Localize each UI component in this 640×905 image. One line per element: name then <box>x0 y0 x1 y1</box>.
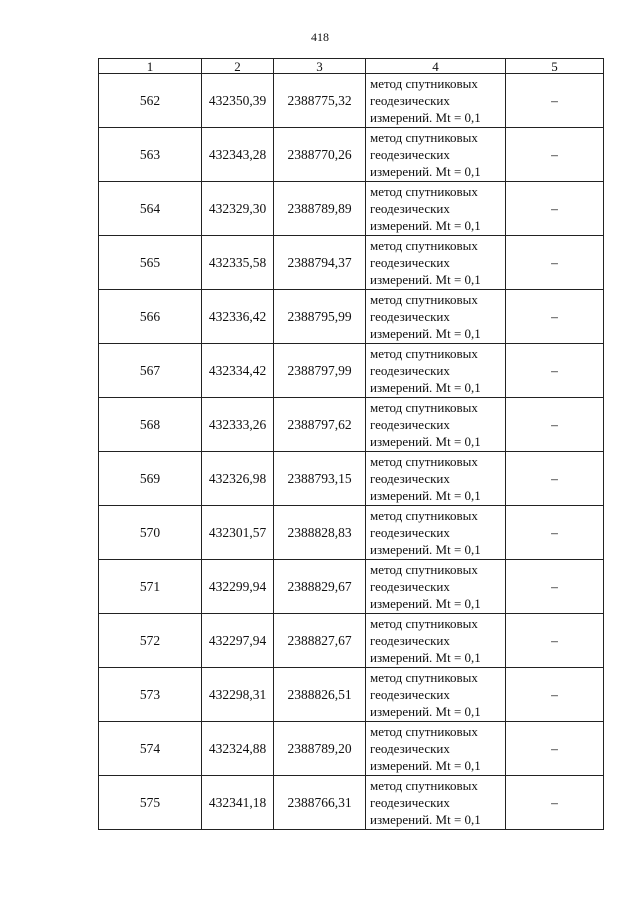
method-text-line: измерений. Mt = 0,1 <box>370 110 481 125</box>
header-row <box>99 59 604 74</box>
header-col-2: 2 <box>202 59 274 74</box>
point-number-cell: 573 <box>99 668 202 722</box>
method-text-line: измерений. Mt = 0,1 <box>370 164 481 179</box>
method-text-line: метод спутниковых <box>370 400 478 415</box>
y-coordinate-cell: 2388793,15 <box>274 452 366 506</box>
header-col-3: 3 <box>274 59 366 74</box>
note-cell: – <box>506 182 604 236</box>
method-cell <box>366 776 506 830</box>
table-row <box>99 74 604 128</box>
table-row <box>99 452 604 506</box>
point-number-cell: 572 <box>99 614 202 668</box>
note-cell: – <box>506 614 604 668</box>
method-text-line: геодезических <box>370 147 450 162</box>
table-header <box>99 59 604 74</box>
page-number: 418 <box>311 30 329 44</box>
method-text-line: геодезических <box>370 417 450 432</box>
method-cell <box>366 398 506 452</box>
method-text-line: измерений. Mt = 0,1 <box>370 272 481 287</box>
method-text-line: геодезических <box>370 741 450 756</box>
y-coordinate-cell: 2388827,67 <box>274 614 366 668</box>
y-coordinate-cell: 2388789,20 <box>274 722 366 776</box>
method-text-line: геодезических <box>370 633 450 648</box>
method-cell <box>366 668 506 722</box>
note-cell: – <box>506 560 604 614</box>
point-number-cell: 569 <box>99 452 202 506</box>
y-coordinate-cell: 2388826,51 <box>274 668 366 722</box>
method-text-line: геодезических <box>370 579 450 594</box>
table-row <box>99 722 604 776</box>
y-coordinate-cell: 2388797,62 <box>274 398 366 452</box>
method-cell <box>366 452 506 506</box>
note-cell: – <box>506 236 604 290</box>
method-text-line: измерений. Mt = 0,1 <box>370 542 481 557</box>
method-text-line: геодезических <box>370 201 450 216</box>
table-body <box>99 74 604 830</box>
method-text-line: метод спутниковых <box>370 346 478 361</box>
point-number-cell: 567 <box>99 344 202 398</box>
table-row <box>99 344 604 398</box>
x-coordinate-cell: 432350,39 <box>202 74 274 128</box>
method-text-line: измерений. Mt = 0,1 <box>370 758 481 773</box>
point-number-cell: 564 <box>99 182 202 236</box>
method-text-line: метод спутниковых <box>370 616 478 631</box>
table-row <box>99 506 604 560</box>
method-cell <box>366 128 506 182</box>
method-text-line: измерений. Mt = 0,1 <box>370 380 481 395</box>
table-row <box>99 614 604 668</box>
method-text-line: геодезических <box>370 471 450 486</box>
header-col-5: 5 <box>506 59 604 74</box>
point-number-cell: 570 <box>99 506 202 560</box>
table-row <box>99 128 604 182</box>
method-text-line: измерений. Mt = 0,1 <box>370 488 481 503</box>
point-number-cell: 571 <box>99 560 202 614</box>
table-row <box>99 776 604 830</box>
note-cell: – <box>506 344 604 398</box>
coordinates-table <box>98 58 604 830</box>
y-coordinate-cell: 2388789,89 <box>274 182 366 236</box>
y-coordinate-cell: 2388797,99 <box>274 344 366 398</box>
table-row <box>99 290 604 344</box>
x-coordinate-cell: 432335,58 <box>202 236 274 290</box>
method-cell <box>366 182 506 236</box>
method-text-line: метод спутниковых <box>370 76 478 91</box>
table-row <box>99 560 604 614</box>
method-text-line: метод спутниковых <box>370 508 478 523</box>
x-coordinate-cell: 432336,42 <box>202 290 274 344</box>
method-text-line: измерений. Mt = 0,1 <box>370 704 481 719</box>
x-coordinate-cell: 432298,31 <box>202 668 274 722</box>
method-text-line: метод спутниковых <box>370 778 478 793</box>
method-text-line: геодезических <box>370 363 450 378</box>
method-text-line: измерений. Mt = 0,1 <box>370 326 481 341</box>
x-coordinate-cell: 432297,94 <box>202 614 274 668</box>
x-coordinate-cell: 432326,98 <box>202 452 274 506</box>
method-text-line: геодезических <box>370 93 450 108</box>
point-number-cell: 568 <box>99 398 202 452</box>
header-col-4: 4 <box>366 59 506 74</box>
method-text-line: геодезических <box>370 255 450 270</box>
x-coordinate-cell: 432343,28 <box>202 128 274 182</box>
method-cell <box>366 506 506 560</box>
note-cell: – <box>506 74 604 128</box>
table-row <box>99 668 604 722</box>
x-coordinate-cell: 432333,26 <box>202 398 274 452</box>
method-text-line: геодезических <box>370 687 450 702</box>
y-coordinate-cell: 2388795,99 <box>274 290 366 344</box>
note-cell: – <box>506 452 604 506</box>
y-coordinate-cell: 2388766,31 <box>274 776 366 830</box>
point-number-cell: 565 <box>99 236 202 290</box>
point-number-cell: 566 <box>99 290 202 344</box>
method-text-line: измерений. Mt = 0,1 <box>370 650 481 665</box>
method-text-line: геодезических <box>370 795 450 810</box>
method-text-line: геодезических <box>370 525 450 540</box>
y-coordinate-cell: 2388775,32 <box>274 74 366 128</box>
x-coordinate-cell: 432299,94 <box>202 560 274 614</box>
table-row <box>99 182 604 236</box>
y-coordinate-cell: 2388829,67 <box>274 560 366 614</box>
method-text-line: метод спутниковых <box>370 724 478 739</box>
header-col-1: 1 <box>99 59 202 74</box>
note-cell: – <box>506 290 604 344</box>
x-coordinate-cell: 432334,42 <box>202 344 274 398</box>
method-text-line: метод спутниковых <box>370 130 478 145</box>
method-text-line: измерений. Mt = 0,1 <box>370 812 481 827</box>
y-coordinate-cell: 2388770,26 <box>274 128 366 182</box>
point-number-cell: 574 <box>99 722 202 776</box>
method-cell <box>366 236 506 290</box>
x-coordinate-cell: 432301,57 <box>202 506 274 560</box>
y-coordinate-cell: 2388828,83 <box>274 506 366 560</box>
note-cell: – <box>506 776 604 830</box>
method-cell <box>366 614 506 668</box>
method-cell <box>366 74 506 128</box>
table-row <box>99 398 604 452</box>
method-text-line: измерений. Mt = 0,1 <box>370 596 481 611</box>
x-coordinate-cell: 432329,30 <box>202 182 274 236</box>
method-text-line: метод спутниковых <box>370 454 478 469</box>
note-cell: – <box>506 128 604 182</box>
x-coordinate-cell: 432341,18 <box>202 776 274 830</box>
note-cell: – <box>506 398 604 452</box>
method-cell <box>366 722 506 776</box>
point-number-cell: 563 <box>99 128 202 182</box>
method-cell <box>366 560 506 614</box>
method-text-line: метод спутниковых <box>370 562 478 577</box>
note-cell: – <box>506 722 604 776</box>
method-text-line: измерений. Mt = 0,1 <box>370 434 481 449</box>
note-cell: – <box>506 506 604 560</box>
method-cell <box>366 290 506 344</box>
method-text-line: метод спутниковых <box>370 238 478 253</box>
method-text-line: геодезических <box>370 309 450 324</box>
method-text-line: метод спутниковых <box>370 292 478 307</box>
y-coordinate-cell: 2388794,37 <box>274 236 366 290</box>
method-text-line: метод спутниковых <box>370 670 478 685</box>
method-cell <box>366 344 506 398</box>
point-number-cell: 575 <box>99 776 202 830</box>
table-row <box>99 236 604 290</box>
method-text-line: метод спутниковых <box>370 184 478 199</box>
point-number-cell: 562 <box>99 74 202 128</box>
method-text-line: измерений. Mt = 0,1 <box>370 218 481 233</box>
x-coordinate-cell: 432324,88 <box>202 722 274 776</box>
note-cell: – <box>506 668 604 722</box>
